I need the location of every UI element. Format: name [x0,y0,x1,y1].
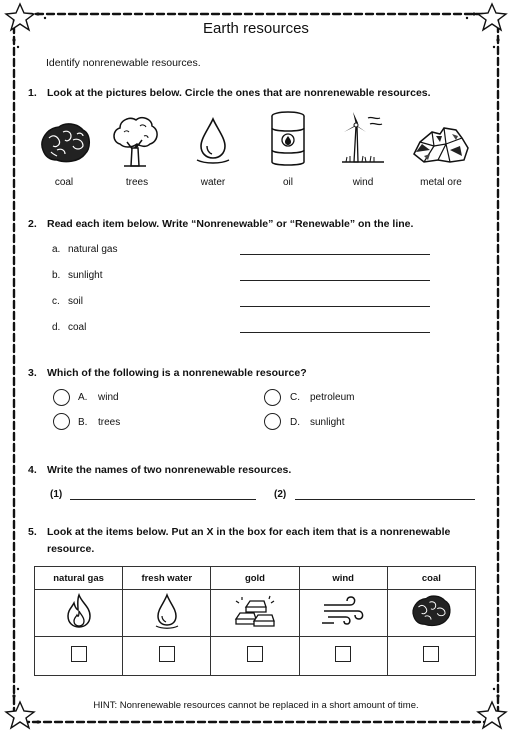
question-4 [28,462,291,479]
q3-option-b [78,417,120,428]
q5-table [34,566,476,676]
q5-col-coal: coal [387,567,475,590]
q5-box-cell [211,637,299,676]
item-letter: c. [52,296,60,307]
q3-radio-a[interactable] [53,389,70,406]
q1-label-water: water [200,177,226,188]
q5-pic-cell [211,590,299,637]
page-subtitle: Identify nonrenewable resources. [46,57,201,69]
question-5 [28,524,450,558]
option-text: wind [98,392,119,403]
item-text: coal [68,322,87,333]
q2-item-b [52,270,102,281]
q3-option-a [78,392,119,403]
q1-label-coal: coal [54,177,74,188]
q2-item-c [52,296,83,307]
question-number: 3. [28,367,37,379]
item-text: sunlight [68,270,103,281]
q2-answer-line-c[interactable] [240,306,430,307]
metal-ore-icon [410,120,472,166]
option-letter: A. [78,392,88,403]
q5-box-cell [387,637,475,676]
q5-col-wind: wind [299,567,387,590]
q4-answer-line-2[interactable] [295,499,475,500]
q2-answer-line-d[interactable] [240,332,430,333]
flame-icon [64,593,94,629]
q5-checkbox-wind[interactable] [335,646,351,662]
q1-label-trees: trees [125,177,149,188]
option-text: petroleum [310,392,355,403]
question-1 [28,85,431,102]
q5-checkbox-gold[interactable] [247,646,263,662]
q1-label-oil: oil [282,177,293,188]
question-text: Look at the pictures below. Circle the ones that are nonrenewable resources. [47,87,431,99]
q5-col-gold: gold [211,567,299,590]
q5-col-fresh-water: fresh water [123,567,211,590]
q3-radio-b[interactable] [53,413,70,430]
q5-pic-cell [35,590,123,637]
question-text-continued: resource. [47,543,95,555]
question-number: 1. [28,87,37,99]
question-2 [28,216,413,233]
wind-turbine-icon [338,110,388,168]
q3-radio-c[interactable] [264,389,281,406]
tree-icon [110,114,160,168]
item-text: natural gas [68,244,118,255]
q5-checkbox-coal[interactable] [423,646,439,662]
q5-pic-cell [387,590,475,637]
option-letter: C. [290,392,300,403]
q4-blank-label-1: (1) [50,489,63,500]
question-text: Look at the items below. Put an X in the box for each item that is a nonrenewable [47,526,451,538]
question-number: 2. [28,218,37,230]
q2-answer-line-a[interactable] [240,254,430,255]
option-letter: D. [290,417,300,428]
question-3 [28,365,307,382]
coal-icon [408,593,454,629]
wind-icon [320,593,366,629]
question-text: Write the names of two nonrenewable resources. [47,464,292,476]
q2-answer-line-b[interactable] [240,280,430,281]
gold-bars-icon [232,593,278,629]
q1-label-wind: wind [352,177,374,188]
question-number: 4. [28,464,37,476]
q3-option-c [290,392,354,403]
q5-checkbox-fresh-water[interactable] [159,646,175,662]
coal-icon [37,120,93,166]
page-title: Earth resources [203,20,309,37]
water-drop-icon [193,116,233,166]
question-number: 5. [28,526,37,538]
option-text: sunlight [310,417,345,428]
q5-box-cell [123,637,211,676]
option-text: trees [98,417,121,428]
q3-radio-d[interactable] [264,413,281,430]
q5-pic-cell [299,590,387,637]
item-text: soil [68,296,84,307]
q2-item-a [52,244,117,255]
oil-barrel-icon [268,110,308,168]
q3-option-d [290,417,344,428]
q4-blank-label-2: (2) [274,489,287,500]
item-letter: d. [52,322,61,333]
item-letter: a. [52,244,61,255]
q5-pic-cell [123,590,211,637]
water-drop-icon [152,593,182,629]
q5-box-cell [35,637,123,676]
q1-label-metal-ore: metal ore [420,177,462,188]
q5-checkbox-natural-gas[interactable] [71,646,87,662]
q5-box-cell [299,637,387,676]
q5-col-natural-gas: natural gas [35,567,123,590]
q2-item-d [52,322,86,333]
question-text: Read each item below. Write “Nonrenewable” or “Renewable” on the line. [47,218,414,230]
option-letter: B. [78,417,88,428]
hint-text: HINT: Nonrenewable resources cannot be replaced in a short amount of time. [93,700,419,711]
question-text: Which of the following is a nonrenewable resource? [47,367,307,379]
item-letter: b. [52,270,61,281]
q4-answer-line-1[interactable] [70,499,256,500]
